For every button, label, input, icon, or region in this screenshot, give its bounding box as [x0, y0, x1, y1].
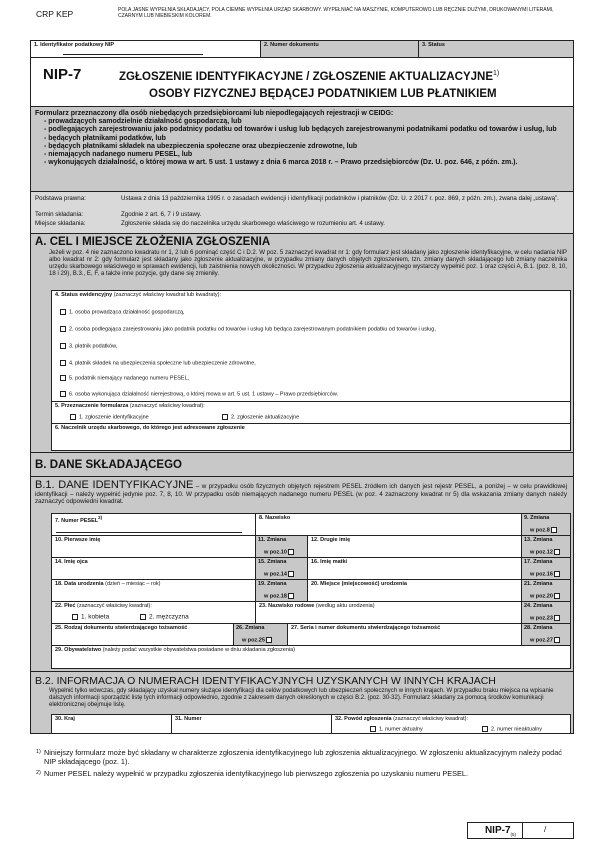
- f4-option-4[interactable]: 4. płatnik składek na ubezpieczenia społeczne lub ubezpieczenie zdrowotne,: [60, 360, 256, 366]
- b2-title: B.2. INFORMACJA O NUMERACH IDENTYFIKACYJNYCH UZYSKANYCH W INNYCH KRAJACH: [35, 675, 496, 687]
- f25-label: 25. Rodzaj dokumentu stwierdzającego tożsamość: [55, 625, 188, 631]
- nip-boxes: [63, 51, 203, 55]
- f17-label: 17. Zmiana: [524, 559, 553, 565]
- section-b2: [31, 671, 573, 733]
- change-first-name-field: [256, 536, 308, 558]
- checkbox-icon[interactable]: [222, 414, 228, 420]
- f27-label: 27. Seria i numer dokumentu stwierdzającego tożsamość: [291, 625, 441, 631]
- f5-option-2[interactable]: 2. zgłoszenie aktualizacyjne: [222, 414, 299, 420]
- f4-option-5[interactable]: 5. podatnik niemający nadanego numeru PESEL,: [60, 375, 189, 381]
- change-birth-place-field: [522, 580, 570, 602]
- f15-label: 15. Zmiana: [258, 559, 287, 565]
- f5-option-1[interactable]: 1. zgłoszenie identyfikacyjne: [70, 414, 149, 420]
- deadline-label: Termin składania:: [35, 211, 84, 218]
- intro-item: - prowadzących samodzielnie działalność gospodarczą, lub: [44, 118, 242, 126]
- surname-field[interactable]: [256, 514, 522, 536]
- page-separator: /: [544, 825, 547, 834]
- title-line2: OSOBY FIZYCZNEJ BĘDĄCEJ PODATNIKIEM LUB PŁATNIKIEM: [149, 88, 497, 100]
- checkbox-icon[interactable]: [554, 549, 560, 555]
- checkbox-icon[interactable]: [60, 360, 66, 366]
- f10-label: 10. Pierwsze imię: [55, 537, 101, 543]
- reason-option-current[interactable]: 1. numer aktualny: [370, 726, 423, 732]
- citizenship-field[interactable]: [52, 646, 570, 668]
- reason-field: [332, 715, 570, 733]
- f21-label: 21. Zmiana: [524, 581, 553, 587]
- nip-field[interactable]: [31, 41, 261, 57]
- intro-lead: Formularz przeznaczony dla osób niebędących przedsiębiorcami lub niepodlegających rejestracji w CEIDG:: [35, 110, 394, 117]
- nip-label: 1. Identyfikator podatkowy NIP: [34, 42, 115, 48]
- document-number-label: 2. Numer dokumentu: [264, 42, 319, 48]
- checkbox-icon[interactable]: [288, 593, 294, 599]
- second-name-field[interactable]: [308, 536, 522, 558]
- change-document-type-field: [234, 624, 288, 646]
- checkbox-icon[interactable]: [482, 726, 488, 732]
- f19-label: 19. Zmiana: [258, 581, 287, 587]
- b1-text: – w przypadku osób fizycznych objętych rejestrem PESEL źródłem ich danych jest rejestr PESEL, a poniżej – w celu prawidłowej identyfikacji – należy wypełnić jedynie poz. 7, 8, 10. W przypadku osób niemających nadanego numeru PESEL (w poz. 4 zaznaczony kwadrat nr 5) dla wskazania zmiany danych należy zaznaczyć odpowiedni kwadrat.: [35, 483, 567, 506]
- f15-ref[interactable]: w poz.14: [264, 571, 297, 578]
- checkbox-icon[interactable]: [554, 615, 560, 621]
- f13-label: 13. Zmiana: [524, 537, 553, 543]
- intro-item: - wykonujących działalność, o której mowa w art. 5 ust. 1 ustawy z dnia 6 marca 2018 r. – Prawo przedsiębiorców (Dz. U. poz. 646, z późn. zm.).: [44, 159, 518, 167]
- family-name-field[interactable]: [256, 602, 522, 624]
- intro-item: - podlegających zarejestrowaniu jako podatnicy podatku od towarów i usług lub będących zarejestrowanymi podatnikami podatku od towarów i usług, lub: [44, 126, 557, 134]
- status-label: 3. Status: [422, 42, 445, 48]
- f30-label: 30. Kraj: [55, 716, 75, 722]
- f5-label: 5. Przeznaczenie formularza (zaznaczyć właściwy kwadrat):: [55, 403, 205, 409]
- checkbox-icon[interactable]: [60, 343, 66, 349]
- section-b-title: B. DANE SKŁADAJĄCEGO: [35, 459, 182, 471]
- form-purpose-field: [51, 402, 571, 424]
- checkbox-icon[interactable]: [554, 593, 560, 599]
- f4-option-1[interactable]: 1. osoba prowadząca działalność gospodarczą,: [60, 309, 185, 315]
- f24-ref[interactable]: w poz.23: [530, 615, 563, 622]
- f8-label: 8. Nazwisko: [259, 515, 291, 521]
- f32-label: 32. Powód zgłoszenia (zaznaczyć właściwy kwadrat):: [335, 716, 468, 722]
- f7-label: 7. Numer PESEL$^{2)}$: [55, 515, 103, 524]
- footnotes: [36, 748, 566, 778]
- checkbox-icon[interactable]: [70, 414, 76, 420]
- f20-label: 20. Miejsce (miejscowość) urodzenia: [311, 581, 407, 587]
- b1-grid: [51, 513, 571, 669]
- b2-text: Wypełnić tylko wówczas, gdy składający uzyskał numery służące identyfikacji dla celów podatkowych lub ubezpieczeń społecznych w innych krajach. W przypadku braku miejsca na wpisanie dalszych informacji sporządzić listę tych informacji odpowiednio, zgodnie z zakresem danych określonych w części B.2. (poz. 30-32). Formularz składany za pomocą środków komunikacji elektronicznej obejmuje listę.: [49, 688, 554, 709]
- intro-block: [31, 106, 573, 191]
- legal-block: [31, 191, 573, 233]
- change-father-name-field: [256, 558, 308, 580]
- checkbox-icon[interactable]: [370, 726, 376, 732]
- checkbox-icon[interactable]: [72, 614, 78, 620]
- f4-label: 4. Status ewidencyjny (zaznaczyć właściwy kwadrat lub kwadraty):: [55, 292, 221, 298]
- f9-ref[interactable]: w poz.8: [530, 527, 560, 534]
- section-a: [31, 233, 573, 452]
- pesel-boxes: [56, 528, 242, 533]
- f26-ref[interactable]: w poz.25: [242, 637, 275, 644]
- id-document-number-field[interactable]: [288, 624, 522, 646]
- legal-basis-text: Ustawa z dnia 13 października 1995 r. o zasadach ewidencji i identyfikacji podatników i płatników (Dz. U. z 2017 r. poz. 869, z późn. zm.), zwana dalej „ustawą”.: [121, 195, 559, 202]
- footer-form-id: NIP-$7_{(5)}$: [468, 823, 523, 838]
- f4-option-3[interactable]: 3. płatnik podatków,: [60, 343, 117, 349]
- form-code: CRP KEP: [36, 9, 74, 19]
- foreign-number-field[interactable]: [172, 715, 332, 733]
- f29-label: 29. Obywatelstwo (należy podać wszystkie obywatelstwa posiadane w dniu składania zgłoszenia): [55, 647, 295, 653]
- father-name-field[interactable]: [52, 558, 256, 580]
- f23-label: 23. Nazwisko rodowe (według aktu urodzenia): [259, 603, 375, 609]
- footnote-2: 2) Numer PESEL należy wypełnić w przypadku zgłoszenia identyfikacyjnego lub pierwszego zgłoszenia po uzyskaniu numeru PESEL.: [36, 769, 468, 778]
- section-a-title: A. CEL I MIEJSCE ZŁOŻENIA ZGŁOSZENIA: [35, 236, 271, 248]
- footnote-1: 1) Niniejszy formularz może być składany w charakterze zgłoszenia identyfikacyjnego lub zgłoszenia aktualizacyjnego. W zgłoszeniu aktualizacyjnym należy podać NIP składającego (poz. 1).: [36, 748, 562, 766]
- b1-intro: [35, 480, 567, 505]
- checkbox-icon[interactable]: [288, 571, 294, 577]
- f24-label: 24. Zmiana: [524, 603, 553, 609]
- f28-ref[interactable]: w poz.27: [530, 637, 563, 644]
- f21-ref[interactable]: w poz.20: [530, 593, 563, 600]
- section-b-header: [31, 452, 573, 476]
- f11-ref[interactable]: w poz.10: [264, 549, 297, 556]
- change-family-name-field: [522, 602, 570, 624]
- checkbox-icon[interactable]: [60, 326, 66, 332]
- header-fields: [30, 40, 574, 58]
- b1-title: B.1. DANE IDENTYFIKACYJNE: [35, 479, 194, 491]
- sex-option-male[interactable]: 2. mężczyzna: [140, 614, 189, 621]
- section-b1: [31, 476, 573, 671]
- country-field[interactable]: [52, 715, 172, 733]
- f26-label: 26. Zmiana: [236, 625, 265, 631]
- f14-label: 14. Imię ojca: [55, 559, 88, 565]
- document-number-field: [261, 41, 419, 57]
- f17-ref[interactable]: w poz.16: [530, 571, 563, 578]
- checkbox-icon[interactable]: [554, 637, 560, 643]
- intro-item: - będących płatnikami podatków, lub: [44, 134, 166, 142]
- place-text: Zgłoszenie składa się do naczelnika urzędu skarbowego właściwego w rozumieniu art. 4 ustawy.: [121, 220, 386, 227]
- status-field: [419, 41, 573, 57]
- place-label: Miejsce składania:: [35, 220, 86, 227]
- f9-label: 9. Zmiana: [524, 515, 550, 521]
- checkbox-icon[interactable]: [140, 614, 146, 620]
- checkbox-icon[interactable]: [551, 527, 557, 533]
- b2-grid: [51, 714, 571, 734]
- checkbox-icon[interactable]: [554, 571, 560, 577]
- section-a-text: Jeżeli w poz. 4 nie zaznaczono kwadratu nr 1, 2 lub 6 pominąć część C i D.2. W poz. 5 zaznaczyć kwadrat nr 1: gdy formularz jest składany jako zgłoszenie identyfikacyjne, w celu nadania NIP albo kwadrat nr 2: gdy formularz jest składany jako zgłoszenie aktualizacyjne, w przypadku zmiany danych objętych zgłoszeniem, tzn. zmiany danych składającego lub zmiany naczelnika urzędu skarbowego właściwego w sprawach ewidencji, lub zaistnienia nowych okoliczności. W przypadku zgłoszenia aktualizacyjnego wystarczy wypełnić poz. 1 oraz części A, B.1. (poz. 8, 10, 18 i 29), B.3., E, F, a także inne pozycje, gdy dane się zmieniły.: [49, 249, 567, 277]
- change-birth-date-field: [256, 580, 308, 602]
- form-id: NIP-7: [43, 66, 82, 83]
- status-ewidencyjny-field: [51, 290, 571, 402]
- birth-place-field[interactable]: [308, 580, 522, 602]
- f6-label: 6. Naczelnik urzędu skarbowego, do którego jest adresowane zgłoszenie: [55, 425, 245, 431]
- checkbox-icon[interactable]: [60, 309, 66, 315]
- id-document-type-field[interactable]: [52, 624, 234, 646]
- birth-date-field[interactable]: [52, 580, 256, 602]
- change-second-name-field: [522, 536, 570, 558]
- intro-item: - będących płatnikami składek na ubezpieczenia społeczne oraz ubezpieczenie zdrowotne, lub: [44, 142, 358, 150]
- title-line1: ZGŁOSZENIE IDENTYFIKACYJNE / ZGŁOSZENIE AKTUALIZACYJNE$^{1)}$: [119, 70, 500, 83]
- legal-basis-label: Podstawa prawna:: [35, 195, 86, 202]
- form-instruction: POLA JASNE WYPEŁNIA SKŁADAJĄCY, POLA CIEMNE WYPEŁNIA URZĄD SKARBOWY. WYPEŁNIAĆ NA MASZYNIE, KOMPUTEROWO LUB RĘCZNIE DUŻYMI, DRUKOWANYMI LITERAMI, CZARNYM LUB NIEBIESKIM KOLOREM.: [118, 7, 554, 19]
- sex-option-female[interactable]: 1. kobieta: [72, 614, 109, 621]
- tax-office-field[interactable]: [51, 424, 571, 451]
- f16-label: 16. Imię matki: [311, 559, 348, 565]
- change-surname-field: [522, 514, 570, 536]
- checkbox-icon[interactable]: [60, 391, 66, 397]
- f31-label: 31. Numer: [175, 716, 202, 722]
- deadline-text: Zgodnie z art. 6, 7 i 9 ustawy.: [121, 211, 202, 218]
- pesel-field[interactable]: [52, 514, 256, 536]
- checkbox-icon[interactable]: [60, 375, 66, 381]
- intro-item: - niemających nadanego numeru PESEL, lub: [44, 151, 193, 159]
- title-block: [31, 58, 573, 106]
- checkbox-icon[interactable]: [266, 637, 272, 643]
- change-document-number-field: [522, 624, 570, 646]
- f4-option-6[interactable]: 6. osoba wykonująca działalność nierejestrową, o której mowa w art. 5 ust. 1 ustawy – Prawo przedsiębiorców.: [60, 391, 338, 397]
- f13-ref[interactable]: w poz.12: [530, 549, 563, 556]
- f11-label: 11. Zmiana: [258, 537, 287, 543]
- reason-option-outdated[interactable]: 2. numer nieaktualny: [482, 726, 542, 732]
- f28-label: 28. Zmiana: [524, 625, 553, 631]
- intro-list: [35, 118, 570, 167]
- first-name-field[interactable]: [52, 536, 256, 558]
- change-mother-name-field: [522, 558, 570, 580]
- page-footer: [467, 822, 574, 839]
- sex-field: [52, 602, 256, 624]
- checkbox-icon[interactable]: [288, 549, 294, 555]
- f22-label: 22. Płeć (zaznaczyć właściwy kwadrat):: [55, 603, 152, 609]
- f18-label: 18. Data urodzenia (dzień – miesiąc – rok): [55, 581, 161, 587]
- intro-text: [35, 110, 570, 167]
- f12-label: 12. Drugie imię: [311, 537, 351, 543]
- f4-option-2[interactable]: 2. osoba podlegająca zarejestrowaniu jako podatnik podatku od towarów i usług lub będąca zarejestrowanym podatnikiem podatku od towarów i usług,: [60, 326, 436, 332]
- f19-ref[interactable]: w poz.18: [264, 593, 297, 600]
- mother-name-field[interactable]: [308, 558, 522, 580]
